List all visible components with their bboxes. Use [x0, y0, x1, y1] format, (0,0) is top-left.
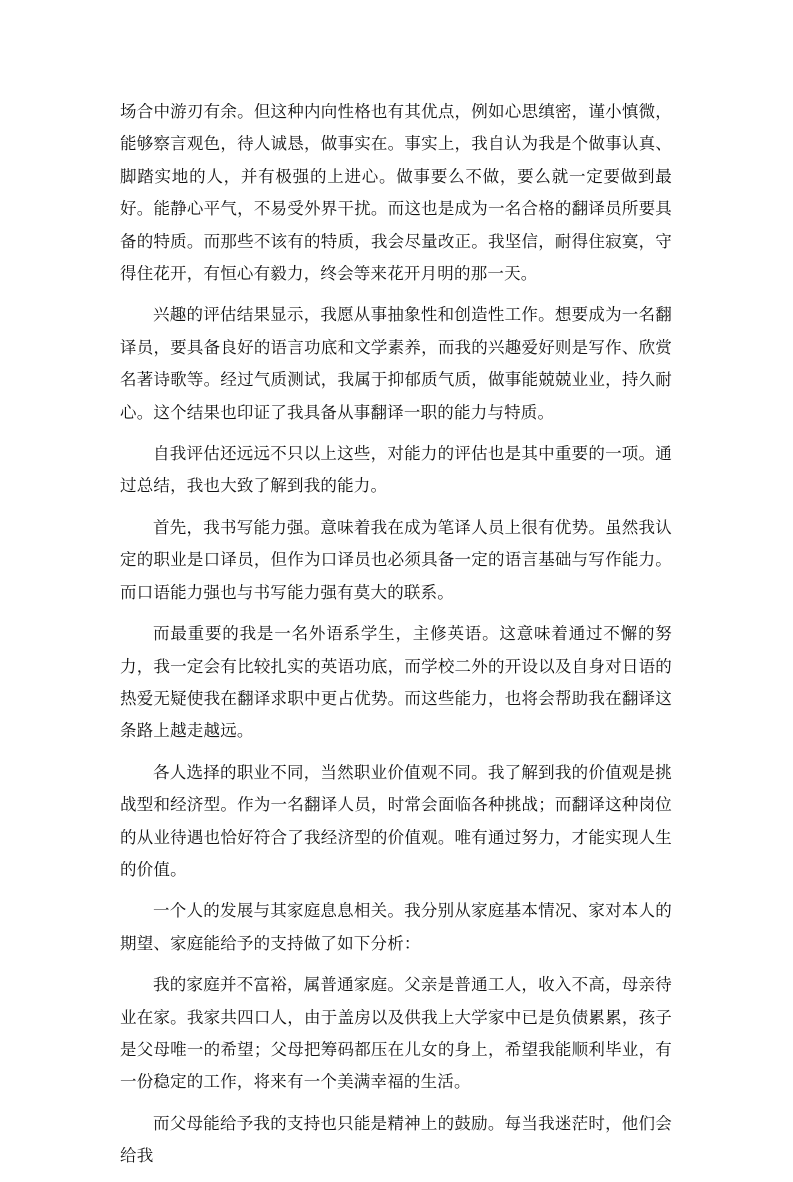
paragraph-career-values: 各人选择的职业不同，当然职业价值观不同。我了解到我的价值观是挑战型和经济型。作为一名翻译人员，时常会面临各种挑战；而翻译这种岗位的从业待遇也恰好符合了我经济型的价值观。唯有通过努力，才能实现人生的价值。 [120, 762, 672, 879]
paragraph-foreign-language-major: 而最重要的我是一名外语系学生，主修英语。这意味着通过不懈的努力，我一定会有比较扎实的英语功底，而学校二外的开设以及自身对日语的热爱无疑使我在翻译求职中更占优势。而这些能力，也将会帮助我在翻译这条路上越走越远。 [120, 624, 672, 741]
paragraph-family-situation: 我的家庭并不富裕，属普通家庭。父亲是普通工人，收入不高，母亲待业在家。我家共四口人，由于盖房以及供我上大学家中已是负债累累，孩子是父母唯一的希望；父母把筹码都压在儿女的身上，希望我能顺利毕业，有一份稳定的工作，将来有一个美满幸福的生活。 [120, 975, 672, 1092]
paragraph-ability-evaluation-intro: 自我评估还远远不只以上这些，对能力的评估也是其中重要的一项。通过总结，我也大致了解到我的能力。 [120, 444, 672, 496]
paragraph-parental-support: 而父母能给予我的支持也只能是精神上的鼓励。每当我迷茫时，他们会给我 [120, 1113, 672, 1166]
paragraph-personality-strengths: 场合中游刃有余。但这种内向性格也有其优点，例如心思缜密，谨小慎微，能够察言观色，待人诚恳，做事实在。事实上，我自认为我是个做事认真、脚踏实地的人，并有极强的上进心。做事要么不做，要么就一定要做到最好。能静心平气，不易受外界干扰。而这也是成为一名合格的翻译员所要具备的特质。而那些不该有的特质，我会尽量改正。我坚信，耐得住寂寞，守得住花开，有恒心有毅力，终会等来花开月明的那一天。 [120, 102, 672, 284]
document-body [120, 96, 672, 1182]
paragraph-interest-evaluation: 兴趣的评估结果显示，我愿从事抽象性和创造性工作。想要成为一名翻译员，要具备良好的语言功底和文学素养，而我的兴趣爱好则是写作、欣赏名著诗歌等。经过气质测试，我属于抑郁质气质，做事能兢兢业业，持久耐心。这个结果也印证了我具备从事翻译一职的能力与特质。 [120, 305, 672, 422]
paragraph-family-analysis-intro: 一个人的发展与其家庭息息相关。我分别从家庭基本情况、家对本人的期望、家庭能给予的支持做了如下分析： [120, 901, 672, 953]
paragraph-writing-ability: 首先，我书写能力强。意味着我在成为笔译人员上很有优势。虽然我认定的职业是口译员，但作为口译员也必须具备一定的语言基础与写作能力。而口语能力强也与书写能力强有莫大的联系。 [120, 517, 672, 602]
